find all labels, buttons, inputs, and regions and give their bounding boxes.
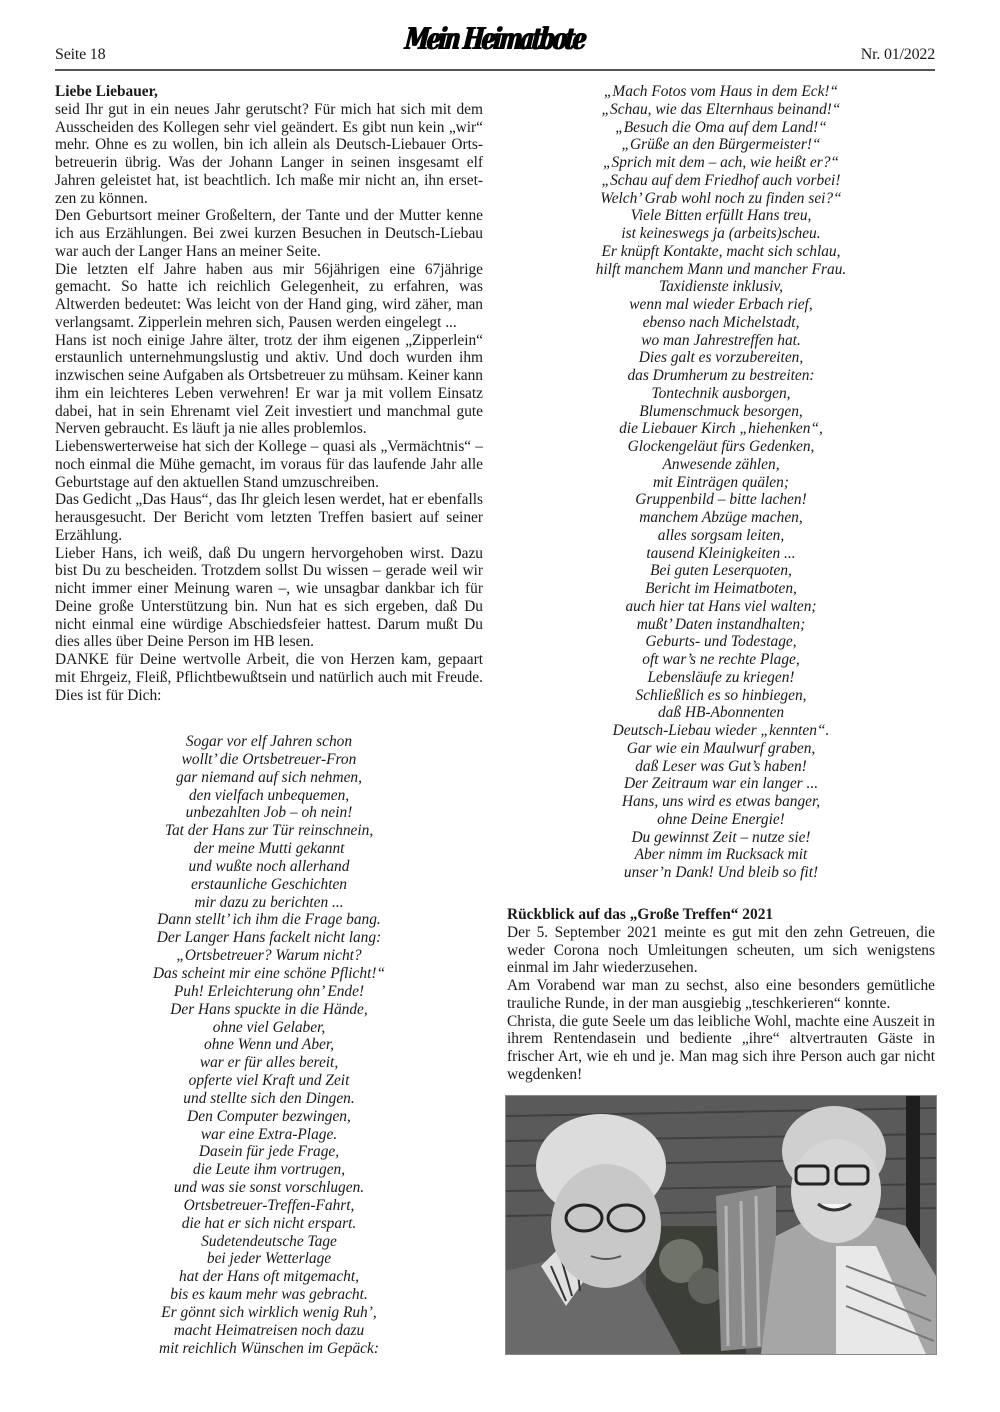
- letter-greeting: Liebe Liebauer,: [55, 83, 158, 100]
- poem-line: wenn mal wieder Erbach rief,: [629, 296, 813, 313]
- poem-line: ohne Deine Energie!: [657, 810, 785, 828]
- poem-line: die hat er sich nicht erspart.: [181, 1214, 357, 1232]
- poem-line: mußt’ Daten instandhalten;: [636, 615, 806, 633]
- letter-paragraph: Die letzten elf Jahre haben aus mir 56jährigen eine 67jährige gemacht. So hatte ich reichlich Gelegenheit, zu erfahren, was Altwerden bedeutet: Was leicht von der Hand ging, wird zäher, man verlangsamt. Zipperlein mehren sich, Pausen werden eingelegt ...: [55, 260, 483, 331]
- poem-line: tausend Kleinigkeiten ...: [646, 544, 796, 562]
- poem-line: Der Hans spuckte in die Hände,: [170, 1000, 368, 1018]
- photo-two-women: [505, 1095, 937, 1355]
- poem-line: Welch’ Grab wohl noch zu finden sei?“: [600, 189, 842, 207]
- poem-line: erstaunliche Geschichten: [191, 875, 347, 893]
- poem-line: den vielfach unbequemen,: [188, 786, 350, 804]
- poem-line: macht Heimatreisen noch dazu: [173, 1321, 365, 1339]
- poem-line: die Leute ihm vortrugen,: [192, 1161, 346, 1179]
- review-paragraph: Am Vorabend war man zu sechst, also eine besonders gemütliche trauliche Runde, in der man ausgiebig „teschkerieren“ konnte.: [507, 977, 935, 1012]
- letter-column: [55, 83, 483, 704]
- poem-line: bei jeder Wetterlage: [206, 1250, 332, 1268]
- poem-line: war er für alles bereit,: [199, 1054, 339, 1072]
- poem-line: Geburts- und Todestage,: [645, 633, 797, 651]
- poem-line: das Drumherum zu bestreiten:: [627, 367, 815, 384]
- poem-line: Das scheint mir eine schöne Pflicht!“: [152, 964, 386, 982]
- poem-line: Aber nimm im Rucksack mit: [634, 846, 808, 864]
- poem-line: Taxidienste inklusiv,: [659, 278, 783, 296]
- poem-line: Schließlich es so hinbiegen,: [635, 686, 807, 704]
- poem-line: Ortsbetreuer-Treffen-Fahrt,: [183, 1196, 355, 1214]
- poem-left-column: [55, 733, 483, 1358]
- poem-line: „Besuch die Oma auf dem Land!“: [615, 118, 827, 136]
- letter-paragraph: Lieber Hans, ich weiß, daß Du ungern hervorgehoben wirst. Dazu bist Du zu bescheiden. Trotzdem sollst Du wissen – gerade weil wir nicht immer einer Meinung waren –, wie unsagbar dankbar ich für Deine große Unterstützung bin. Nun hat es sich ergeben, daß Du nicht einmal eine würdige Abschiedsfeier hattest. Darum mußt Du dies alles über Deine Person im HB lesen.: [55, 544, 483, 651]
- page-header: [55, 22, 935, 70]
- poem-line: Dasein für jede Frage,: [198, 1143, 340, 1161]
- poem-line: daß HB-Abonnenten: [657, 704, 785, 722]
- issue-number: Nr. 01/2022: [860, 46, 935, 63]
- poem-line: gar niemand auf sich nehmen,: [176, 768, 362, 786]
- poem-line: war eine Extra-Plage.: [200, 1125, 338, 1143]
- poem-line: auch hier tat Hans viel walten;: [625, 597, 817, 615]
- poem-line: Hans, uns wird es etwas banger,: [621, 793, 821, 810]
- poem-line: Puh! Erleichterung ohn’ Ende!: [173, 982, 365, 1000]
- poem-line: Viele Bitten erfüllt Hans treu,: [630, 207, 812, 225]
- poem-right-column: [507, 83, 935, 882]
- letter-paragraph: Den Geburtsort meiner Großeltern, der Tante und der Mutter kenne ich aus Erzählungen. Bei zwei kurzen Besuchen in Deutsch-Liebau war auch der Langer Hans an meiner Seite.: [55, 207, 483, 260]
- poem-line: manchem Abzüge machen,: [639, 509, 803, 526]
- poem-line: Den Computer bezwingen,: [187, 1107, 351, 1125]
- poem-line: Sogar vor elf Jahren schon: [185, 733, 353, 750]
- poem-line: wollt’ die Ortsbetreuer-Fron: [181, 750, 357, 768]
- poem-line: und wußte noch allerhand: [188, 857, 350, 875]
- right-column: [507, 83, 935, 882]
- poem-line: Der Langer Hans fackelt nicht lang:: [156, 929, 382, 947]
- poem-line: Er gönnt sich wirklich wenig Ruh’,: [161, 1304, 377, 1321]
- poem-line: bis es kaum mehr was gebracht.: [170, 1286, 368, 1304]
- poem-line: ohne viel Gelaber,: [212, 1018, 326, 1036]
- page-number: Seite 18: [55, 46, 106, 63]
- poem-line: Sudetendeutsche Tage: [201, 1232, 337, 1250]
- review-paragraph: Der 5. September 2021 meinte es gut mit den zehn Getreuen, die weder Corona noch Umleitungen scheuten, um sich wenigstens einmal im Jahr wiederzusehen.: [507, 923, 935, 977]
- photo-image: [506, 1096, 936, 1354]
- letter-paragraph: Hans ist noch einige Jahre älter, trotz der ihm eigenen „Zipperlein“ erstaunlich unternehmungslustig und aktiv. Und doch wurden ihm inzwischen seine Aufgaben als Ortsbetreuer zu mühsam. Keiner kann ihm ein leichteres Leben verwehren! Er war ja mit vollem Einsatz dabei, hat in sein Ehrenamt viel Zeit investiert und manchmal gute Nerven gebraucht. Es läuft ja nie alles problemlos.: [55, 331, 483, 438]
- poem-line: „Schau, wie das Elternhaus beinand!“: [601, 100, 841, 118]
- poem-line: „Ortsbetreuer? Warum nicht?: [176, 947, 362, 965]
- letter-paragraph: DANKE für Deine wertvolle Arbeit, die von Herzen kam, gepaart mit Ehrgeiz, Fleiß, Pflichtbewußtsein und natürlich auch mit Freude. Dies ist für Dich:: [55, 651, 483, 704]
- poem-line: mir dazu zu berichten ...: [194, 893, 344, 911]
- poem-line: Glockengeläut fürs Gedenken,: [627, 438, 815, 455]
- poem-line: ist keineswegs ja (arbeits)scheu.: [621, 225, 821, 242]
- poem-line: wo man Jahrestreffen hat.: [641, 331, 801, 349]
- review-heading: Rückblick auf das „Große Treffen“ 2021: [507, 906, 774, 923]
- poem-line: ebenso nach Michelstadt,: [642, 313, 800, 331]
- poem-line: „Grüße an den Bürgermeister!“: [621, 136, 821, 154]
- poem-line: der meine Mutti gekannt: [193, 840, 345, 858]
- poem-line: hilft manchem Mann und mancher Frau.: [595, 260, 847, 278]
- letter-paragraph: seid Ihr gut in ein neues Jahr gerutscht? Für mich hat sich mit dem Ausscheiden des Kollegen sehr viel geändert. Es gibt nun kein „wir“ mehr. Ohne es zu wollen, bin ich allein als Deutsch-Liebauer Ortsbetreuerin übrig. Was der Johann Langer in seinen insgesamt elf Jahren geleistet hat, ist beachtlich. Ich maße mir nicht an, ihn ersetzen zu können.: [55, 100, 483, 207]
- poem-line: Dann stellt’ ich ihm die Frage bang.: [157, 911, 381, 929]
- poem-line: Dies galt es vorzubereiten,: [638, 349, 804, 367]
- masthead-logo: Mein Heimatbote: [403, 22, 587, 57]
- letter-paragraph: Liebenswerterweise hat sich der Kollege – quasi als „Vermächtnis“ – noch einmal die Mühe gemacht, im voraus für das laufende Jahr alle Geburtstage auf den aktuellen Stand umzuschreiben.: [55, 438, 483, 491]
- poem-line: daß Leser was Gut’s haben!: [635, 757, 807, 775]
- poem-line: unbezahlten Job – oh nein!: [185, 804, 353, 822]
- poem-line: Deutsch-Liebau wieder „kennten“.: [612, 722, 830, 739]
- poem-line: „Sprich mit dem – ach, wie heißt er?“: [603, 154, 839, 171]
- poem-line: „Schau auf dem Friedhof auch vorbei!: [601, 171, 841, 189]
- poem-line: Tontechnik ausborgen,: [651, 384, 791, 402]
- review-paragraph: Christa, die gute Seele um das leibliche Wohl, machte eine Auszeit in ihrem Rentendasein und bediente „ihre“ altvertrauten Gäste in frischer Art, wie eh und je. Man mag sich ihre Person auch gar nicht wegdenken!: [507, 1012, 935, 1083]
- poem-line: die Liebauer Kirch „hiehenken“,: [619, 420, 823, 438]
- poem-line: alles sorgsam leiten,: [657, 526, 785, 544]
- poem-line: Bei guten Leserquoten,: [650, 562, 792, 580]
- poem-line: hat der Hans oft mitgemacht,: [179, 1268, 359, 1286]
- poem-line: mit reichlich Wünschen im Gepäck:: [159, 1339, 379, 1357]
- poem-line: Gruppenbild – bitte lachen!: [635, 491, 807, 509]
- poem-line: „Mach Fotos vom Haus in dem Eck!“: [603, 83, 839, 100]
- poem-line: und was sie sonst vorschlugen.: [173, 1179, 365, 1197]
- poem-line: Bericht im Heimatboten,: [645, 580, 797, 597]
- review-section: [507, 906, 935, 1084]
- poem-line: Er knüpft Kontakte, macht sich schlau,: [601, 242, 841, 260]
- poem-line: mit Einträgen quälen;: [653, 473, 789, 491]
- poem-line: unser’n Dank! Und bleib so fit!: [623, 864, 819, 881]
- letter-paragraph: Das Gedicht „Das Haus“, das Ihr gleich lesen werdet, hat er ebenfalls herausgesucht. Der Bericht vom letzten Treffen basiert auf seiner Erzählung.: [55, 491, 483, 544]
- poem-line: oft war’s ne rechte Plage,: [642, 651, 800, 668]
- header-rule: [55, 69, 935, 71]
- poem-line: und stellte sich den Dingen.: [183, 1089, 355, 1107]
- poem-line: Tat der Hans zur Tür reinschnein,: [164, 822, 374, 840]
- poem-line: Blumenschmuck besorgen,: [639, 402, 803, 420]
- poem-line: ohne Wenn und Aber,: [204, 1036, 334, 1054]
- poem-line: Gar wie ein Maulwurf graben,: [626, 739, 816, 757]
- poem-line: Lebensläufe zu kriegen!: [647, 668, 795, 686]
- poem-line: Anwesende zählen,: [662, 455, 780, 473]
- poem-line: opferte viel Kraft und Zeit: [188, 1072, 350, 1090]
- poem-line: Du gewinnst Zeit – nutze sie!: [631, 828, 811, 846]
- poem-line: Der Zeitraum war ein langer ...: [623, 775, 819, 793]
